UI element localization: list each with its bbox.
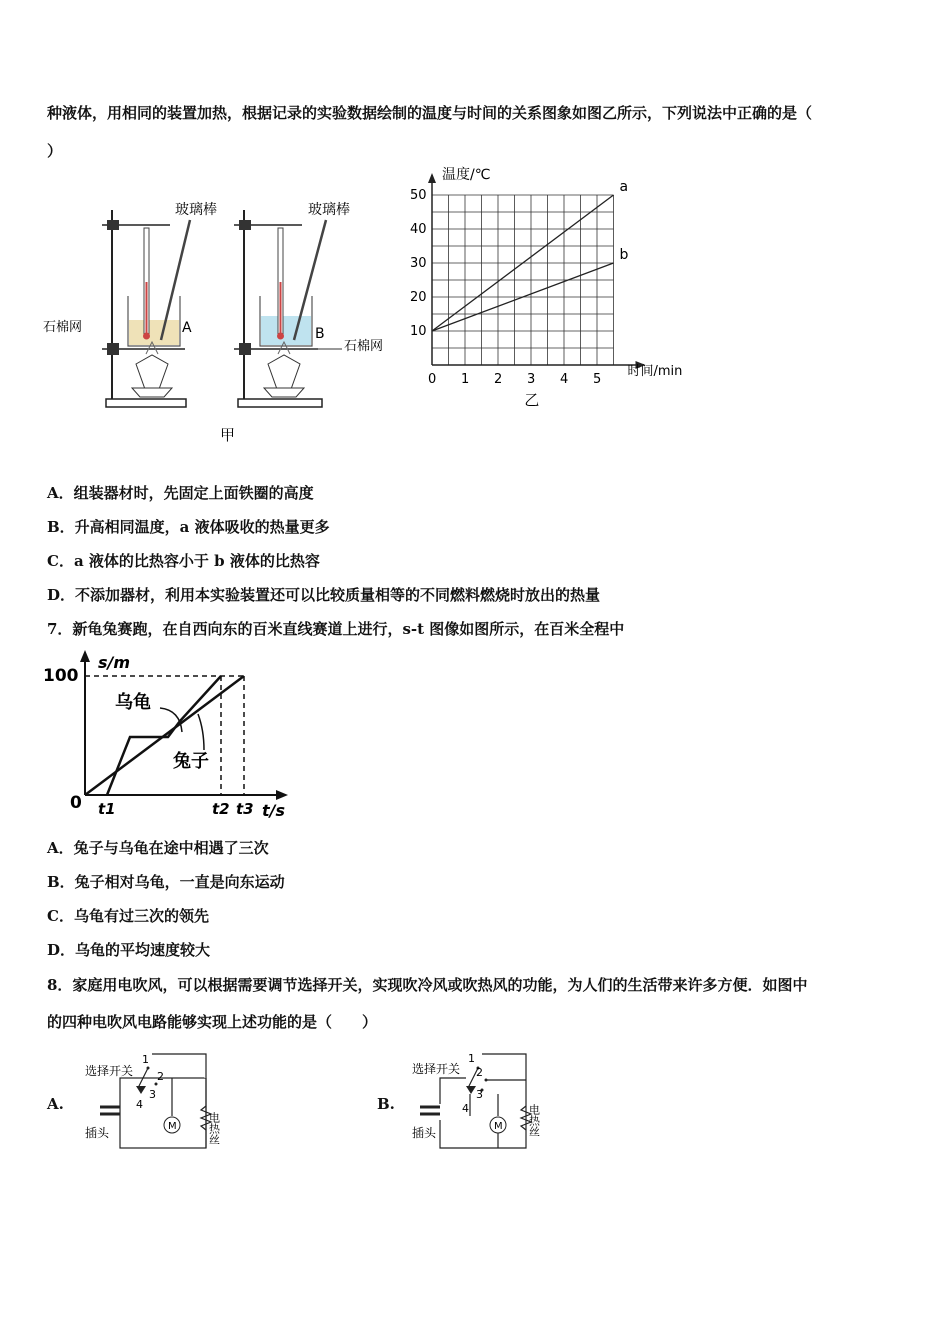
circuit-a-motor: M (168, 1121, 177, 1132)
circuit-a-n1: 1 (142, 1053, 149, 1066)
circuit-b-n2: 2 (476, 1066, 483, 1079)
q6-option-a: A．组装器材时，先固定上面铁圈的高度 (47, 484, 314, 502)
liquid-b-label: B (315, 326, 325, 342)
circuit-b-n1: 1 (468, 1052, 475, 1065)
chart-grid (432, 195, 614, 365)
y-axis-label: 温度/℃ (442, 167, 491, 183)
circuit-a-diagram (80, 1050, 240, 1160)
x-tick-label: 4 (560, 372, 569, 387)
gauze-label-b: 石棉网 (344, 339, 384, 354)
chart-tick-labels (410, 188, 601, 387)
st-y-tick-100: 100 (43, 666, 79, 686)
gauze-label-a: 石棉网 (43, 320, 83, 335)
y-tick-label: 40 (410, 222, 427, 237)
q6-option-d: D．不添加器材，利用本实验装置还可以比较质量相等的不同燃料燃烧时放出的热量 (47, 586, 601, 604)
st-t2: t2 (212, 800, 230, 818)
q6-stem-line1: 种液体，用相同的装置加热，根据记录的实验数据绘制的温度与时间的关系图象如图乙所示，下列说法中正确的是（ (47, 104, 813, 122)
circuit-a-n3: 3 (149, 1088, 156, 1101)
circuit-b-plug-label: 插头 (412, 1126, 437, 1140)
circuit-b-n4: 4 (462, 1102, 469, 1115)
q6-stem-line2: ） (47, 142, 63, 160)
x-axis-label: 时间/min (627, 364, 683, 379)
chart-series (432, 179, 629, 331)
y-tick-label: 50 (410, 188, 427, 203)
x-tick-label: 0 (428, 372, 437, 387)
circuit-b-n3: 3 (476, 1088, 483, 1101)
circuit-a-label: A. (47, 1095, 64, 1113)
q7-stem: 7．新龟兔赛跑，在自西向东的百米直线赛道上进行，s-t 图像如图所示，在百米全程中 (47, 620, 625, 638)
x-tick-label: 1 (461, 372, 470, 387)
y-tick-label: 10 (410, 324, 427, 339)
y-axis-arrow (428, 173, 436, 183)
circuit-a-switch-label: 选择开关 (85, 1064, 134, 1078)
q7-option-c: C．乌龟有过三次的领先 (47, 907, 209, 925)
st-t1: t1 (98, 800, 116, 818)
tortoise-label: 乌龟 (115, 692, 151, 713)
x-tick-label: 2 (494, 372, 503, 387)
circuit-a-plug-label: 插头 (85, 1126, 110, 1140)
rod-label-a: 玻璃棒 (175, 202, 217, 218)
q7-option-d: D．乌龟的平均速度较大 (47, 941, 211, 959)
figure-jia (40, 192, 400, 447)
y-tick-label: 20 (410, 290, 427, 305)
chart-axes (428, 173, 646, 369)
figure-yi-chart (400, 167, 720, 450)
circuit-b-label: B. (377, 1095, 395, 1113)
st-y-arrow (80, 650, 90, 662)
series-label-a: a (619, 179, 629, 195)
q6-option-c: C．a 液体的比热容小于 b 液体的比热容 (47, 552, 320, 570)
circuit-b-diagram (410, 1050, 570, 1160)
circuit-a-heater-label: 电热丝 (207, 1112, 221, 1145)
rabbit-label: 兔子 (173, 751, 209, 772)
circuit-b-heater-label: 电热丝 (527, 1104, 541, 1137)
figure-st-chart (40, 650, 300, 825)
q7-option-a: A．兔子与乌龟在途中相遇了三次 (47, 839, 269, 857)
q8-stem-line1: 8．家庭用电吹风，可以根据需要调节选择开关，实现吹冷风或吹热风的功能，为人们的生活带来许多方便．如图中 (47, 976, 808, 994)
y-tick-label: 30 (410, 256, 427, 271)
rod-label-b: 玻璃棒 (308, 202, 350, 218)
st-x-arrow (276, 790, 288, 800)
x-tick-label: 5 (593, 372, 602, 387)
series-label-b: b (619, 247, 629, 263)
liquid-a-label: A (182, 320, 192, 336)
st-y-label: s/m (98, 653, 131, 672)
q7-option-b: B．兔子相对乌龟，一直是向东运动 (47, 873, 285, 891)
caption-yi: 乙 (524, 391, 540, 409)
tortoise-line (85, 676, 244, 795)
apparatus-a (102, 210, 190, 407)
st-x-label: t/s (262, 801, 286, 820)
q8-stem-line2: 的四种电吹风电路能够实现上述功能的是（ ） (47, 1013, 378, 1031)
st-t3: t3 (236, 800, 254, 818)
x-tick-label: 3 (527, 372, 536, 387)
st-origin: 0 (70, 793, 82, 813)
caption-jia: 甲 (220, 426, 236, 444)
circuit-a-n2: 2 (157, 1070, 164, 1083)
apparatus-b (234, 210, 342, 407)
circuit-b-switch-label: 选择开关 (412, 1062, 461, 1076)
circuit-b-motor: M (494, 1121, 503, 1132)
q6-option-b: B．升高相同温度，a 液体吸收的热量更多 (47, 518, 330, 536)
circuit-a-n4: 4 (136, 1098, 143, 1111)
